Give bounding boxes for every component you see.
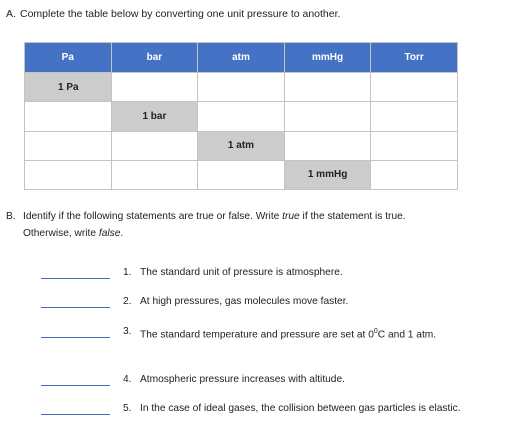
pressure-conversion-table	[24, 42, 458, 190]
section-a-letter: A.	[6, 8, 16, 20]
header-pa: Pa	[25, 43, 112, 73]
answer-blank-1[interactable]	[41, 278, 110, 279]
false-word: false	[98, 228, 121, 239]
statement-text-part: C and 1 atm.	[377, 329, 437, 341]
table-cell[interactable]	[284, 131, 371, 160]
true-word: true	[282, 211, 300, 222]
table-cell[interactable]	[198, 160, 285, 189]
table-cell[interactable]	[371, 160, 458, 189]
answer-blank-3[interactable]	[41, 337, 110, 338]
statement-number: 4.	[123, 374, 132, 385]
table-cell[interactable]	[25, 160, 112, 189]
table-header-row	[25, 43, 458, 73]
table-cell: 1 bar	[111, 102, 198, 131]
table-cell: 1 atm	[198, 131, 285, 160]
table-cell[interactable]	[111, 160, 198, 189]
statement-text: The standard unit of pressure is atmosphere.	[140, 267, 343, 278]
table-cell[interactable]	[111, 131, 198, 160]
table-cell[interactable]	[371, 102, 458, 131]
statement-text: At high pressures, gas molecules move faster.	[140, 296, 349, 307]
header-mmhg: mmHg	[284, 43, 371, 73]
section-b-instruction	[6, 208, 406, 242]
section-b-text-2: if the statement is true.	[299, 211, 406, 222]
section-a-instruction	[6, 8, 340, 20]
header-atm: atm	[198, 43, 285, 73]
header-bar: bar	[111, 43, 198, 73]
header-torr: Torr	[371, 43, 458, 73]
table-cell[interactable]	[198, 102, 285, 131]
answer-blank-4[interactable]	[41, 385, 110, 386]
table-row	[25, 160, 458, 189]
statement-number: 2.	[123, 296, 132, 307]
table-cell[interactable]	[198, 73, 285, 102]
statement-number: 1.	[123, 267, 132, 278]
section-b-line-2	[6, 225, 406, 242]
section-b-text-3: Otherwise, write	[23, 228, 99, 239]
statement-text: Atmospheric pressure increases with altitude.	[140, 374, 345, 385]
section-a-text: Complete the table below by converting one unit pressure to another.	[20, 8, 341, 20]
statement-text-part: The standard temperature and pressure are set at 0	[140, 329, 374, 341]
degree-superscript: 0	[373, 328, 378, 335]
table-cell[interactable]	[284, 102, 371, 131]
answer-blank-5[interactable]	[41, 414, 110, 415]
table-row	[25, 102, 458, 131]
table-cell[interactable]	[111, 73, 198, 102]
table-cell: 1 mmHg	[284, 160, 371, 189]
table-cell: 1 Pa	[25, 73, 112, 102]
statement-text	[140, 322, 470, 344]
statement-number: 3.	[123, 326, 132, 337]
statement-text: In the case of ideal gases, the collision between gas particles is elastic.	[140, 403, 461, 414]
table-row	[25, 73, 458, 102]
section-b-letter: B.	[6, 211, 16, 222]
table-cell[interactable]	[284, 73, 371, 102]
table-cell[interactable]	[25, 102, 112, 131]
statement-number: 5.	[123, 403, 132, 414]
table-cell[interactable]	[371, 131, 458, 160]
table-cell[interactable]	[371, 73, 458, 102]
section-b-line-1	[6, 208, 406, 225]
table-cell[interactable]	[25, 131, 112, 160]
section-b-text-4: .	[120, 228, 124, 239]
table-row	[25, 131, 458, 160]
answer-blank-2[interactable]	[41, 307, 110, 308]
section-b-text-1: Identify if the following statements are true or false. Write	[23, 211, 283, 222]
